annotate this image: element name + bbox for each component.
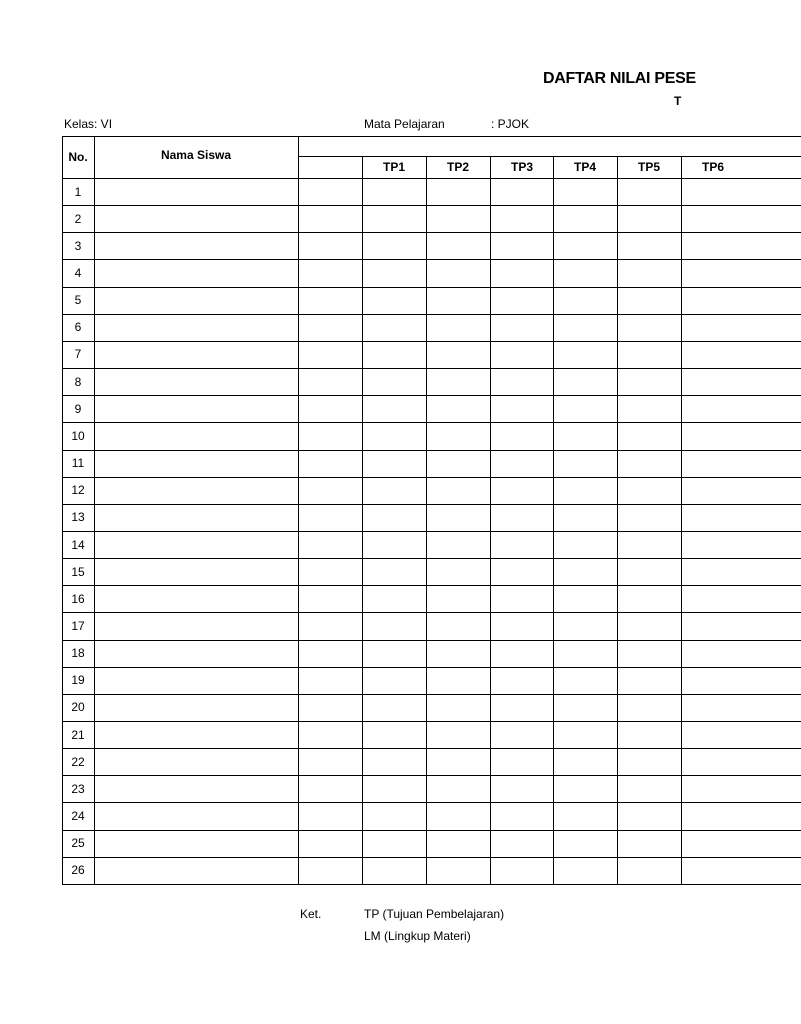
grade-cell[interactable] — [681, 287, 801, 314]
grade-cell[interactable] — [617, 748, 681, 775]
grade-cell[interactable] — [298, 232, 362, 259]
grade-cell[interactable] — [490, 178, 553, 205]
grade-cell[interactable] — [426, 775, 490, 802]
grade-cell[interactable] — [490, 422, 553, 449]
grade-cell[interactable] — [362, 504, 426, 531]
table-row — [62, 721, 801, 748]
nama-siswa-cell[interactable] — [94, 422, 298, 449]
nama-siswa-cell[interactable] — [94, 531, 298, 558]
grade-cell[interactable] — [298, 477, 362, 504]
table-row — [62, 857, 801, 884]
grade-cell[interactable] — [681, 802, 801, 829]
grade-cell[interactable] — [681, 178, 801, 205]
grade-cell[interactable] — [298, 667, 362, 694]
grade-cell[interactable] — [617, 287, 681, 314]
column-header-tp4: TP4 — [573, 160, 596, 174]
table-row — [62, 341, 801, 368]
row-number: 3 — [74, 238, 82, 253]
grade-cell[interactable] — [298, 748, 362, 775]
grade-cell[interactable] — [553, 450, 617, 477]
row-number: 15 — [71, 564, 85, 579]
grade-cell[interactable] — [426, 612, 490, 639]
table-row — [62, 450, 801, 477]
grade-cell[interactable] — [490, 232, 553, 259]
grade-cell[interactable] — [617, 259, 681, 286]
grade-cell[interactable] — [681, 205, 801, 232]
grade-cell[interactable] — [298, 450, 362, 477]
grade-cell[interactable] — [553, 612, 617, 639]
grade-cell[interactable] — [362, 640, 426, 667]
grade-cell[interactable] — [426, 368, 490, 395]
column-header-tp5: TP5 — [637, 160, 660, 174]
grade-cell[interactable] — [490, 314, 553, 341]
grade-cell[interactable] — [298, 341, 362, 368]
grade-cell[interactable] — [617, 667, 681, 694]
grade-cell[interactable] — [490, 721, 553, 748]
grade-cell[interactable] — [298, 802, 362, 829]
grade-cell[interactable] — [362, 232, 426, 259]
nama-siswa-cell[interactable] — [94, 857, 298, 884]
grade-cell[interactable] — [362, 667, 426, 694]
table-row — [62, 830, 801, 857]
grade-cell[interactable] — [490, 368, 553, 395]
ket-line-tp: TP (Tujuan Pembelajaran) — [364, 907, 505, 921]
grade-cell[interactable] — [426, 640, 490, 667]
table-row — [62, 667, 801, 694]
grade-cell[interactable] — [362, 205, 426, 232]
grade-cell[interactable] — [298, 259, 362, 286]
grade-cell[interactable] — [362, 477, 426, 504]
grade-cell[interactable] — [681, 612, 801, 639]
grade-cell[interactable] — [298, 612, 362, 639]
grade-cell[interactable] — [553, 721, 617, 748]
grade-cell[interactable] — [426, 504, 490, 531]
nama-siswa-cell[interactable] — [94, 341, 298, 368]
grade-cell[interactable] — [298, 422, 362, 449]
grade-cell[interactable] — [490, 667, 553, 694]
grade-cell[interactable] — [362, 450, 426, 477]
grade-cell[interactable] — [490, 341, 553, 368]
grade-cell[interactable] — [298, 178, 362, 205]
grade-cell[interactable] — [426, 232, 490, 259]
row-divider — [62, 884, 801, 885]
row-number: 23 — [71, 781, 85, 796]
grade-cell[interactable] — [426, 314, 490, 341]
grade-cell[interactable] — [490, 259, 553, 286]
grade-cell[interactable] — [617, 422, 681, 449]
grade-cell[interactable] — [362, 748, 426, 775]
grade-cell[interactable] — [553, 422, 617, 449]
grade-cell[interactable] — [681, 504, 801, 531]
row-number: 26 — [71, 863, 85, 878]
grade-cell[interactable] — [553, 694, 617, 721]
grade-cell[interactable] — [362, 694, 426, 721]
table-row — [62, 232, 801, 259]
grade-cell[interactable] — [426, 694, 490, 721]
grade-cell[interactable] — [362, 178, 426, 205]
nama-siswa-cell[interactable] — [94, 748, 298, 775]
row-number: 18 — [71, 646, 85, 661]
grade-cell[interactable] — [617, 802, 681, 829]
grade-cell[interactable] — [426, 287, 490, 314]
grade-cell[interactable] — [362, 775, 426, 802]
grade-cell[interactable] — [681, 694, 801, 721]
grade-cell[interactable] — [426, 259, 490, 286]
grade-cell[interactable] — [617, 178, 681, 205]
grade-cell[interactable] — [681, 368, 801, 395]
grade-cell[interactable] — [553, 341, 617, 368]
grade-cell[interactable] — [617, 612, 681, 639]
grade-cell[interactable] — [681, 450, 801, 477]
grade-cell[interactable] — [681, 775, 801, 802]
table-row — [62, 178, 801, 205]
grade-cell[interactable] — [681, 640, 801, 667]
grade-cell[interactable] — [362, 395, 426, 422]
grade-cell[interactable] — [426, 205, 490, 232]
grade-cell[interactable] — [426, 830, 490, 857]
grade-cell[interactable] — [362, 585, 426, 612]
column-header-tp2: TP2 — [446, 160, 469, 174]
nama-siswa-cell[interactable] — [94, 721, 298, 748]
grade-cell[interactable] — [298, 287, 362, 314]
row-number: 20 — [71, 700, 85, 715]
grade-cell[interactable] — [298, 395, 362, 422]
grade-cell[interactable] — [298, 504, 362, 531]
table-row — [62, 612, 801, 639]
grade-cell[interactable] — [298, 721, 362, 748]
grade-cell[interactable] — [681, 422, 801, 449]
grade-cell[interactable] — [362, 612, 426, 639]
grade-cell[interactable] — [298, 694, 362, 721]
grade-cell[interactable] — [553, 232, 617, 259]
grade-cell[interactable] — [681, 477, 801, 504]
grade-cell[interactable] — [298, 531, 362, 558]
grade-cell[interactable] — [362, 314, 426, 341]
nama-siswa-cell[interactable] — [94, 775, 298, 802]
grade-cell[interactable] — [490, 287, 553, 314]
grade-cell[interactable] — [553, 477, 617, 504]
grade-cell[interactable] — [553, 531, 617, 558]
column-header-nama-siswa: Nama Siswa — [160, 148, 232, 162]
table-row — [62, 205, 801, 232]
nama-siswa-cell[interactable] — [94, 395, 298, 422]
nama-siswa-cell[interactable] — [94, 640, 298, 667]
nama-siswa-cell[interactable] — [94, 368, 298, 395]
grade-cell[interactable] — [426, 585, 490, 612]
nama-siswa-cell[interactable] — [94, 612, 298, 639]
grade-cell[interactable] — [490, 694, 553, 721]
grade-cell[interactable] — [426, 721, 490, 748]
grade-cell[interactable] — [553, 667, 617, 694]
grade-cell[interactable] — [362, 830, 426, 857]
grade-cell[interactable] — [617, 504, 681, 531]
nama-siswa-cell[interactable] — [94, 450, 298, 477]
row-number: 12 — [71, 483, 85, 498]
grade-cell[interactable] — [681, 558, 801, 585]
grade-cell[interactable] — [298, 314, 362, 341]
grade-cell[interactable] — [681, 585, 801, 612]
grade-cell[interactable] — [426, 558, 490, 585]
grade-cell[interactable] — [617, 830, 681, 857]
grade-cell[interactable] — [681, 667, 801, 694]
grade-cell[interactable] — [617, 314, 681, 341]
grade-cell[interactable] — [553, 802, 617, 829]
grade-cell[interactable] — [617, 857, 681, 884]
nama-siswa-cell[interactable] — [94, 232, 298, 259]
row-number: 21 — [71, 727, 85, 742]
table-row — [62, 422, 801, 449]
grade-cell[interactable] — [553, 395, 617, 422]
row-number: 4 — [74, 266, 82, 280]
grade-cell[interactable] — [681, 314, 801, 341]
grade-cell[interactable] — [553, 368, 617, 395]
grade-cell[interactable] — [426, 178, 490, 205]
kelas-label: Kelas: VI — [64, 117, 113, 131]
grade-cell[interactable] — [490, 205, 553, 232]
grade-cell[interactable] — [617, 368, 681, 395]
ket-line-lm: LM (Lingkup Materi) — [364, 929, 471, 943]
grade-cell[interactable] — [362, 422, 426, 449]
table-row — [62, 368, 801, 395]
row-number: 11 — [71, 456, 85, 471]
grade-cell[interactable] — [426, 857, 490, 884]
grade-cell[interactable] — [617, 450, 681, 477]
grade-cell[interactable] — [426, 395, 490, 422]
table-row — [62, 558, 801, 585]
row-number: 17 — [71, 618, 85, 633]
grade-cell[interactable] — [426, 531, 490, 558]
grade-cell[interactable] — [553, 205, 617, 232]
nama-siswa-cell[interactable] — [94, 205, 298, 232]
grade-cell[interactable] — [681, 259, 801, 286]
grade-cell[interactable] — [362, 531, 426, 558]
grade-cell[interactable] — [617, 395, 681, 422]
grade-cell[interactable] — [553, 830, 617, 857]
nama-siswa-cell[interactable] — [94, 558, 298, 585]
grade-cell[interactable] — [681, 830, 801, 857]
grade-cell[interactable] — [553, 504, 617, 531]
grade-cell[interactable] — [617, 721, 681, 748]
grade-cell[interactable] — [426, 667, 490, 694]
grade-cell[interactable] — [362, 857, 426, 884]
grade-cell[interactable] — [617, 694, 681, 721]
nama-siswa-cell[interactable] — [94, 830, 298, 857]
nama-siswa-cell[interactable] — [94, 802, 298, 829]
grade-cell[interactable] — [298, 857, 362, 884]
table-row — [62, 531, 801, 558]
grade-cell[interactable] — [490, 857, 553, 884]
grade-cell[interactable] — [490, 640, 553, 667]
nama-siswa-cell[interactable] — [94, 178, 298, 205]
grade-cell[interactable] — [362, 259, 426, 286]
grade-cell[interactable] — [617, 640, 681, 667]
grade-cell[interactable] — [617, 341, 681, 368]
grade-cell[interactable] — [426, 802, 490, 829]
grade-cell[interactable] — [298, 558, 362, 585]
row-number: 13 — [71, 510, 85, 525]
ket-label: Ket. — [300, 907, 322, 921]
grade-cell[interactable] — [617, 232, 681, 259]
grade-cell[interactable] — [490, 558, 553, 585]
row-number: 16 — [71, 591, 85, 606]
nama-siswa-cell[interactable] — [94, 504, 298, 531]
grade-cell[interactable] — [553, 259, 617, 286]
nama-siswa-cell[interactable] — [94, 259, 298, 286]
mata-pelajaran-value: : PJOK — [491, 117, 530, 131]
grade-cell[interactable] — [362, 558, 426, 585]
row-number: 10 — [71, 428, 85, 443]
row-number: 8 — [74, 374, 82, 389]
grade-cell[interactable] — [298, 640, 362, 667]
column-header-tp3: TP3 — [510, 160, 533, 174]
grade-cell[interactable] — [553, 640, 617, 667]
grade-cell[interactable] — [298, 368, 362, 395]
grade-cell[interactable] — [681, 857, 801, 884]
table-row — [62, 504, 801, 531]
grade-cell[interactable] — [490, 531, 553, 558]
column-header-tp6: TP6 — [701, 160, 724, 174]
row-number: 7 — [74, 347, 82, 362]
grade-cell[interactable] — [553, 748, 617, 775]
grade-cell[interactable] — [681, 721, 801, 748]
grade-cell[interactable] — [298, 585, 362, 612]
grade-cell[interactable] — [490, 612, 553, 639]
row-number: 2 — [74, 211, 82, 226]
grade-cell[interactable] — [617, 531, 681, 558]
grade-cell[interactable] — [681, 341, 801, 368]
table-row — [62, 314, 801, 341]
grade-cell[interactable] — [553, 558, 617, 585]
grade-cell[interactable] — [617, 205, 681, 232]
nama-siswa-cell[interactable] — [94, 585, 298, 612]
document-subtitle: T — [674, 94, 682, 108]
grade-cell[interactable] — [490, 775, 553, 802]
grade-cell[interactable] — [362, 341, 426, 368]
column-header-no: No. — [68, 150, 88, 164]
grade-cell[interactable] — [426, 422, 490, 449]
grade-cell[interactable] — [681, 748, 801, 775]
table-row — [62, 585, 801, 612]
nama-siswa-cell[interactable] — [94, 314, 298, 341]
grade-cell[interactable] — [617, 775, 681, 802]
table-row — [62, 748, 801, 775]
row-number: 14 — [71, 537, 85, 552]
grade-cell[interactable] — [617, 585, 681, 612]
grade-cell[interactable] — [362, 721, 426, 748]
nama-siswa-cell[interactable] — [94, 667, 298, 694]
nama-siswa-cell[interactable] — [94, 694, 298, 721]
row-number: 5 — [74, 293, 82, 308]
grade-cell[interactable] — [298, 830, 362, 857]
row-number: 24 — [71, 809, 85, 823]
grade-cell[interactable] — [490, 450, 553, 477]
row-number: 9 — [74, 401, 82, 416]
grade-cell[interactable] — [553, 314, 617, 341]
grade-cell[interactable] — [362, 802, 426, 829]
document-title: DAFTAR NILAI PESE — [543, 70, 696, 87]
grade-cell[interactable] — [617, 477, 681, 504]
table-row — [62, 640, 801, 667]
nama-siswa-cell[interactable] — [94, 477, 298, 504]
grade-cell[interactable] — [490, 585, 553, 612]
grade-cell[interactable] — [490, 748, 553, 775]
grade-cell[interactable] — [426, 450, 490, 477]
row-number: 19 — [71, 673, 85, 688]
grade-cell[interactable] — [362, 368, 426, 395]
grade-cell[interactable] — [426, 341, 490, 368]
table-row — [62, 694, 801, 721]
grade-cell[interactable] — [553, 775, 617, 802]
table-row — [62, 775, 801, 802]
grade-cell[interactable] — [490, 504, 553, 531]
table-row — [62, 287, 801, 314]
table-row — [62, 802, 801, 829]
nama-siswa-cell[interactable] — [94, 287, 298, 314]
table-row — [62, 477, 801, 504]
grade-cell[interactable] — [553, 178, 617, 205]
grade-cell[interactable] — [490, 802, 553, 829]
grade-cell[interactable] — [490, 395, 553, 422]
mata-pelajaran-label: Mata Pelajaran — [364, 117, 445, 131]
table-row — [62, 259, 801, 286]
column-header-tp1: TP1 — [382, 160, 405, 174]
grade-cell[interactable] — [298, 205, 362, 232]
grade-cell[interactable] — [298, 775, 362, 802]
grade-cell[interactable] — [553, 585, 617, 612]
row-number: 25 — [71, 836, 85, 851]
grade-cell[interactable] — [681, 531, 801, 558]
grade-cell[interactable] — [426, 748, 490, 775]
table-row — [62, 395, 801, 422]
row-number: 1 — [74, 184, 82, 199]
grade-cell[interactable] — [490, 477, 553, 504]
row-number: 22 — [71, 754, 85, 769]
grade-cell[interactable] — [426, 477, 490, 504]
grade-cell[interactable] — [362, 287, 426, 314]
row-number: 6 — [74, 320, 82, 335]
grade-cell[interactable] — [681, 232, 801, 259]
grade-cell[interactable] — [490, 830, 553, 857]
grade-cell[interactable] — [681, 395, 801, 422]
grade-cell[interactable] — [553, 857, 617, 884]
grade-cell[interactable] — [617, 558, 681, 585]
grade-cell[interactable] — [553, 287, 617, 314]
